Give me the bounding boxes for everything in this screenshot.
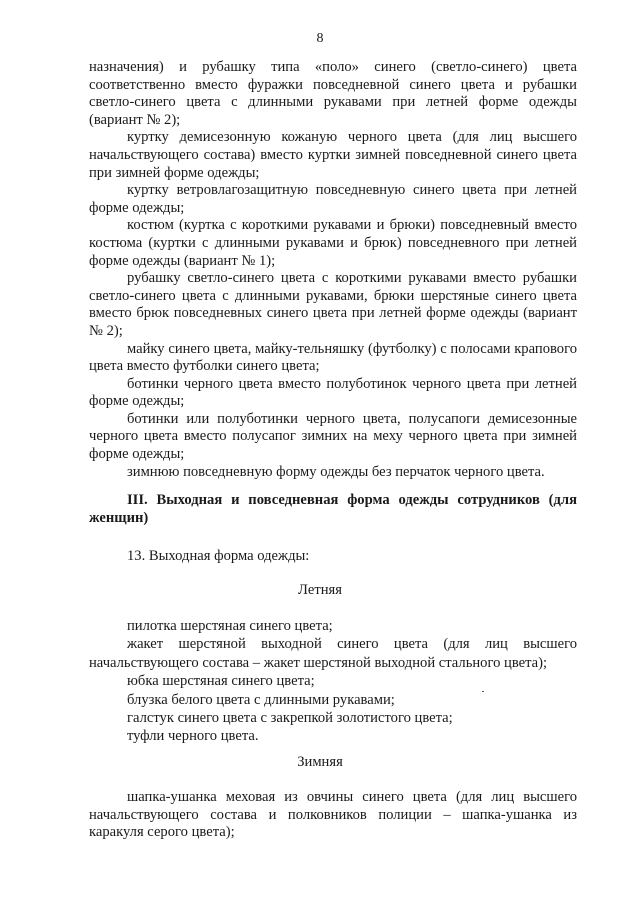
list-item: блузка белого цвета с длинными рукавами;: [127, 691, 395, 708]
list-item: зимнюю повседневную форму одежды без перчаток черного цвета.: [127, 463, 545, 480]
list-item: рубашку светло-синего цвета с короткими рукавами вместо рубашки светло-синего цвета с длинными рукавами, брюки шерстяные синего цвета вместо брюк повседневных синего цвета при летней форме одежды (вариант № 2);: [89, 270, 577, 339]
winter-title: Зимняя: [297, 754, 343, 770]
summer-title: Летняя: [298, 582, 342, 598]
list-item: юбка шерстяная синего цвета;: [127, 673, 315, 690]
list-item: ботинки черного цвета вместо полуботинок черного цвета при летней форме одежды;: [89, 375, 577, 410]
list-item: жакет шерстяной выходной синего цвета (для лиц высшего начальствующего состава – жакет шерстяной выходной стального цвета);: [89, 636, 577, 671]
list-item: туфли черного цвета.: [127, 728, 259, 745]
list-item: ботинки или полуботинки черного цвета, полусапоги демисезонные черного цвета вместо полусапог зимних на меху черного цвета при зимней форме одежды;: [89, 410, 577, 463]
summer-clothing-list: [89, 617, 577, 746]
winter-clothing-list: [89, 789, 577, 842]
list-item: куртку ветровлагозащитную повседневную синего цвета при летней форме одежды;: [89, 182, 577, 216]
item-13-label: 13. Выходная форма одежды:: [127, 548, 310, 564]
section-heading: III. Выходная и повседневная форма одежды сотрудников (для женщин): [89, 492, 577, 526]
top-clothing-list: [89, 59, 577, 481]
page-number: 8: [316, 31, 324, 46]
scan-speck: [482, 691, 484, 692]
list-item: галстук синего цвета с закрепкой золотистого цвета;: [127, 710, 453, 727]
list-item: шапка-ушанка меховая из овчины синего цвета (для лиц высшего начальствующего состава и полковников полиции – шапка-ушанка из каракуля серого цвета);: [89, 789, 577, 841]
list-item: пилотка шерстяная синего цвета;: [127, 618, 333, 634]
list-item: куртку демисезонную кожаную черного цвета (для лиц высшего начальствующего состава) вместо куртки зимней повседневной синего цвета при зимней форме одежды;: [89, 129, 577, 181]
list-item: костюм (куртка с короткими рукавами и брюки) повседневный вместо костюма (куртки с длинными рукавами и брюк) повседневного при летней форме одежды (вариант № 1);: [89, 217, 577, 269]
list-item: назначения) и рубашку типа «поло» синего (светло-синего) цвета соответственно вместо фуражки повседневной синего цвета и рубашки светло-синего цвета с длинными рукавами при летней форме одежды (вариант № 2);: [89, 59, 577, 128]
list-item: майку синего цвета, майку-тельняшку (футболку) с полосами крапового цвета вместо футболки синего цвета;: [89, 340, 577, 375]
